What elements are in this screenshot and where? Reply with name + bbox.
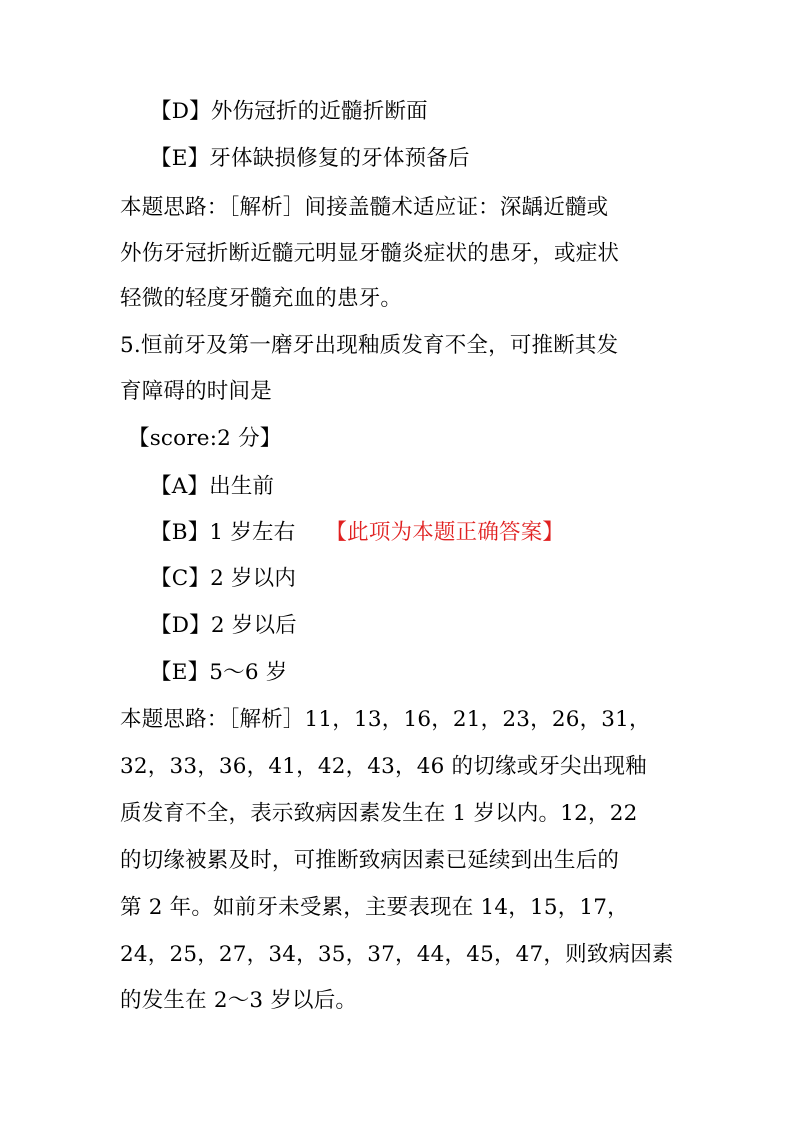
prev-analysis-line: 外伤牙冠折断近髓元明显牙髓炎症状的患牙，或症状 [120, 241, 620, 266]
option-c [150, 564, 710, 594]
question-stem-line: 育障碍的时间是 [120, 379, 272, 404]
analysis-line: 的切缘被累及时，可推断致病因素已延续到出生后的 [120, 848, 620, 873]
prev-option-d [150, 97, 710, 127]
question-stem-line: 5.恒前牙及第一磨牙出现釉质发育不全，可推断其发 [120, 333, 619, 358]
option-key: 【D】 [150, 99, 211, 124]
analysis-line: 24，25，27，34，35，37，44，45，47，则致病因素 [120, 942, 674, 967]
prev-analysis-line: 轻微的轻度牙髓充血的患牙。 [120, 286, 403, 311]
option-text: 牙体缺损修复的牙体预备后 [209, 146, 470, 171]
option-text: 2 岁以后 [210, 613, 297, 638]
option-text: 1 岁左右 [209, 520, 296, 545]
option-text: 2 岁以内 [210, 566, 297, 591]
option-key: 【D】 [150, 613, 211, 638]
analysis-line: 32，33，36，41，42，43，46 的切缘或牙尖出现釉 [120, 754, 647, 779]
analysis-line: 第 2 年。如前牙未受累，主要表现在 14，15，17， [120, 895, 629, 920]
analysis-line: 质发育不全，表示致病因素发生在 1 岁以内。12，22 [120, 801, 638, 826]
option-key: 【A】 [150, 474, 210, 499]
option-d [150, 611, 710, 641]
option-text: 外伤冠折的近髓折断面 [210, 99, 428, 124]
option-key: 【B】 [150, 520, 210, 545]
option-text: 5～6 岁 [209, 660, 288, 685]
question-score: 【score:2 分】 [128, 426, 282, 451]
option-text: 出生前 [209, 474, 275, 499]
correct-answer-marker: 【此项为本题正确答案】 [325, 520, 565, 545]
option-key: 【E】 [150, 146, 210, 171]
option-e [150, 658, 710, 688]
option-key: 【C】 [150, 566, 211, 591]
analysis-line: 本题思路：［解析］11，13，16，21，23，26，31， [120, 707, 651, 732]
option-b [150, 518, 710, 548]
option-key: 【E】 [150, 660, 210, 685]
prev-option-e [150, 144, 710, 174]
analysis-line: 的发生在 2～3 岁以后。 [120, 988, 358, 1013]
prev-analysis-line: 本题思路：［解析］间接盖髓术适应证：深龋近髓或 [120, 195, 609, 220]
option-a [150, 472, 710, 502]
